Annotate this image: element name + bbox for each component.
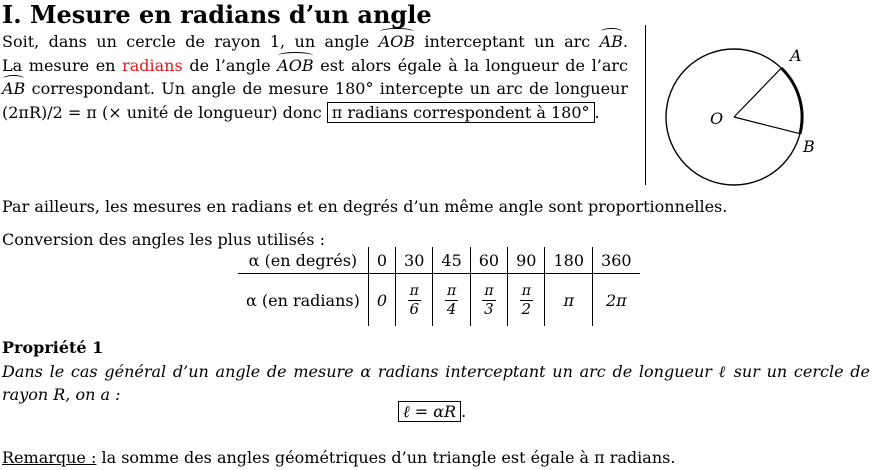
intro-line-1 xyxy=(2,30,628,54)
fraction xyxy=(445,283,459,318)
text: . xyxy=(594,102,600,122)
property-formula: ℓ = αR xyxy=(398,401,461,422)
arc-ab: AB xyxy=(2,77,25,101)
denominator: 3 xyxy=(484,299,494,318)
property-line-2: rayon R, on a : xyxy=(2,385,121,404)
vertical-divider xyxy=(645,25,646,185)
intro-paragraph xyxy=(2,30,628,124)
fraction xyxy=(482,283,496,318)
radian-cell xyxy=(396,274,433,327)
arc-ab: AB xyxy=(600,30,623,54)
arc-ab-bold xyxy=(781,68,802,134)
degrees-row xyxy=(238,247,640,274)
numerator: π xyxy=(484,282,494,299)
denominator: 6 xyxy=(409,299,419,318)
fraction xyxy=(407,283,421,318)
property-formula-wrap xyxy=(398,402,466,422)
boxed-result: π radians correspondent à 180° xyxy=(327,102,595,123)
intro-line-2 xyxy=(2,54,628,78)
radius-oa xyxy=(734,68,781,117)
radian-cell xyxy=(368,274,395,327)
circle-figure xyxy=(660,40,860,190)
radian-value: 2π xyxy=(605,290,627,310)
fraction xyxy=(520,283,534,318)
property-title: Propriété 1 xyxy=(2,338,104,357)
degree-cell: 60 xyxy=(470,247,507,274)
degree-cell: 360 xyxy=(593,247,640,274)
radian-cell xyxy=(508,274,545,327)
remark-label: Remarque : xyxy=(2,448,97,467)
angle-aob: AOB xyxy=(379,30,415,54)
denominator: 4 xyxy=(446,299,457,318)
numerator: π xyxy=(409,282,419,299)
degrees-header: α (en degrés) xyxy=(238,247,368,274)
label-b: B xyxy=(803,137,815,156)
numerator: π xyxy=(446,282,457,299)
radian-cell xyxy=(593,274,640,327)
conversion-table xyxy=(238,247,640,326)
conversion-intro: Conversion des angles les plus utilisés : xyxy=(2,230,325,249)
radius-ob xyxy=(734,117,800,134)
remark xyxy=(2,448,675,467)
radian-cell xyxy=(545,274,593,327)
text: . xyxy=(622,32,629,51)
proportional-text: Par ailleurs, les mesures en radians et en degrés d’un même angle sont proportionnelles. xyxy=(2,197,728,216)
degree-cell: 180 xyxy=(545,247,593,274)
numerator: π xyxy=(521,282,531,299)
radian-cell xyxy=(470,274,507,327)
degree-cell: 90 xyxy=(508,247,545,274)
radians-header: α (en radians) xyxy=(246,290,360,310)
radians-highlight: radians xyxy=(122,55,183,75)
degree-cell: 0 xyxy=(368,247,395,274)
radian-value: 0 xyxy=(376,290,388,310)
intro-line-3 xyxy=(2,77,628,101)
denominator: 2 xyxy=(521,299,532,318)
degree-cell: 30 xyxy=(396,247,433,274)
radian-value: π xyxy=(563,290,574,310)
intro-line-4 xyxy=(2,101,628,125)
text: (2πR)/2 = π (× unité de longueur) donc xyxy=(2,102,327,122)
degree-cell: 45 xyxy=(433,247,470,274)
label-o: O xyxy=(710,109,724,128)
text: de l’angle xyxy=(182,55,278,75)
remark-text: la somme des angles géométriques d’un triangle est égale à π radians. xyxy=(96,448,676,467)
text: est alors égale à la longueur de l’arc xyxy=(313,55,629,75)
text: La mesure en xyxy=(2,55,123,75)
text: . xyxy=(461,402,467,421)
radians-row xyxy=(238,274,640,327)
angle-aob: AOB xyxy=(277,54,313,78)
property-line-1: Dans le cas général d’un angle de mesure α radians interceptant un arc de longueur ℓ sur un cercle de xyxy=(2,362,870,381)
text: Soit, dans un cercle de rayon 1, un angle xyxy=(2,32,379,51)
text: interceptant un arc xyxy=(415,32,600,51)
label-a: A xyxy=(790,46,802,65)
section-title: I. Mesure en radians d’un angle xyxy=(2,0,432,29)
conversion-table-wrap xyxy=(238,247,640,326)
radian-cell xyxy=(433,274,470,327)
text: correspondant. Un angle de mesure 180° intercepte un arc de longueur xyxy=(25,79,628,98)
